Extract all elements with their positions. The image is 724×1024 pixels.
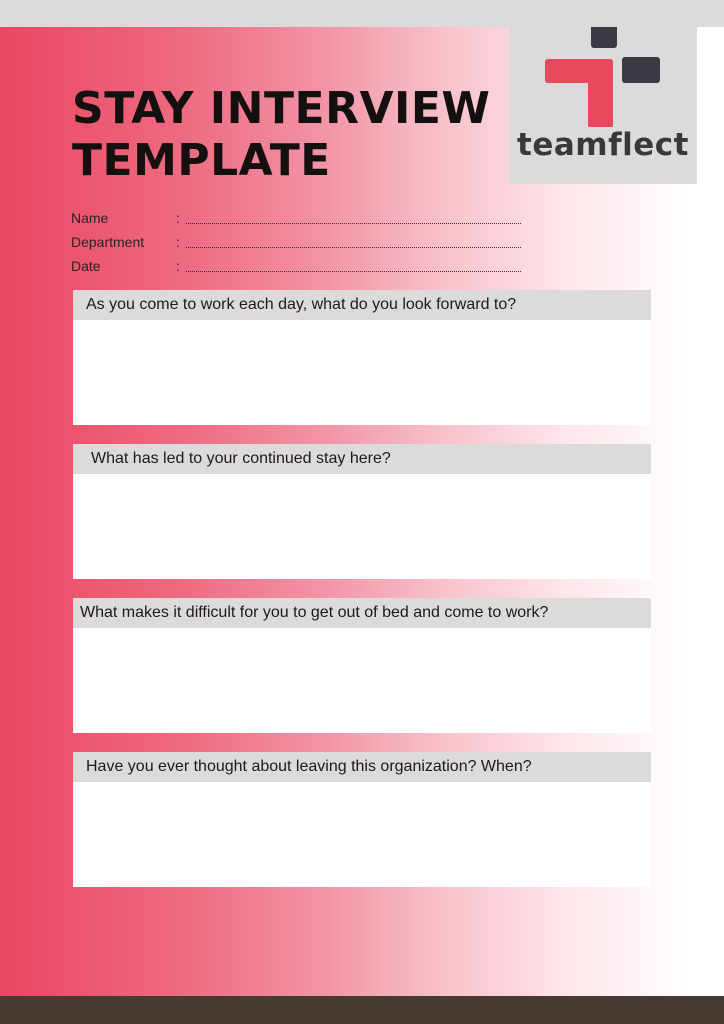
field-colon: : (176, 258, 180, 274)
name-fill-line[interactable] (186, 223, 521, 224)
name-field (71, 210, 521, 230)
question-text: What makes it difficult for you to get out of bed and come to work? (73, 598, 651, 628)
footer-bar (0, 996, 724, 1024)
field-label: Name (71, 210, 109, 226)
field-colon: : (176, 210, 180, 226)
logo-square-top (591, 27, 617, 48)
date-field (71, 258, 521, 278)
top-band (0, 0, 724, 27)
title-line-2: TEMPLATE (72, 135, 331, 186)
field-label: Date (71, 258, 101, 274)
logo-box (509, 27, 697, 184)
field-label: Department (71, 234, 145, 250)
department-fill-line[interactable] (186, 247, 521, 248)
right-margin-strip (697, 27, 724, 996)
logo-text: teamflect (517, 127, 689, 163)
question-text: What has led to your continued stay here? (73, 444, 651, 474)
question-text: As you come to work each day, what do you look forward to? (73, 290, 651, 320)
question-box-4[interactable] (73, 752, 651, 887)
field-colon: : (176, 234, 180, 250)
question-box-1[interactable] (73, 290, 651, 425)
title-line-1: STAY INTERVIEW (72, 83, 491, 134)
logo-square-right (622, 57, 660, 83)
question-box-2[interactable] (73, 444, 651, 579)
logo-red-shape (545, 59, 613, 127)
question-box-3[interactable] (73, 598, 651, 733)
question-text: Have you ever thought about leaving this organization? When? (73, 752, 651, 782)
date-fill-line[interactable] (186, 271, 521, 272)
teamflect-logo-icon (542, 27, 664, 127)
department-field (71, 234, 521, 254)
page-title (72, 83, 490, 187)
